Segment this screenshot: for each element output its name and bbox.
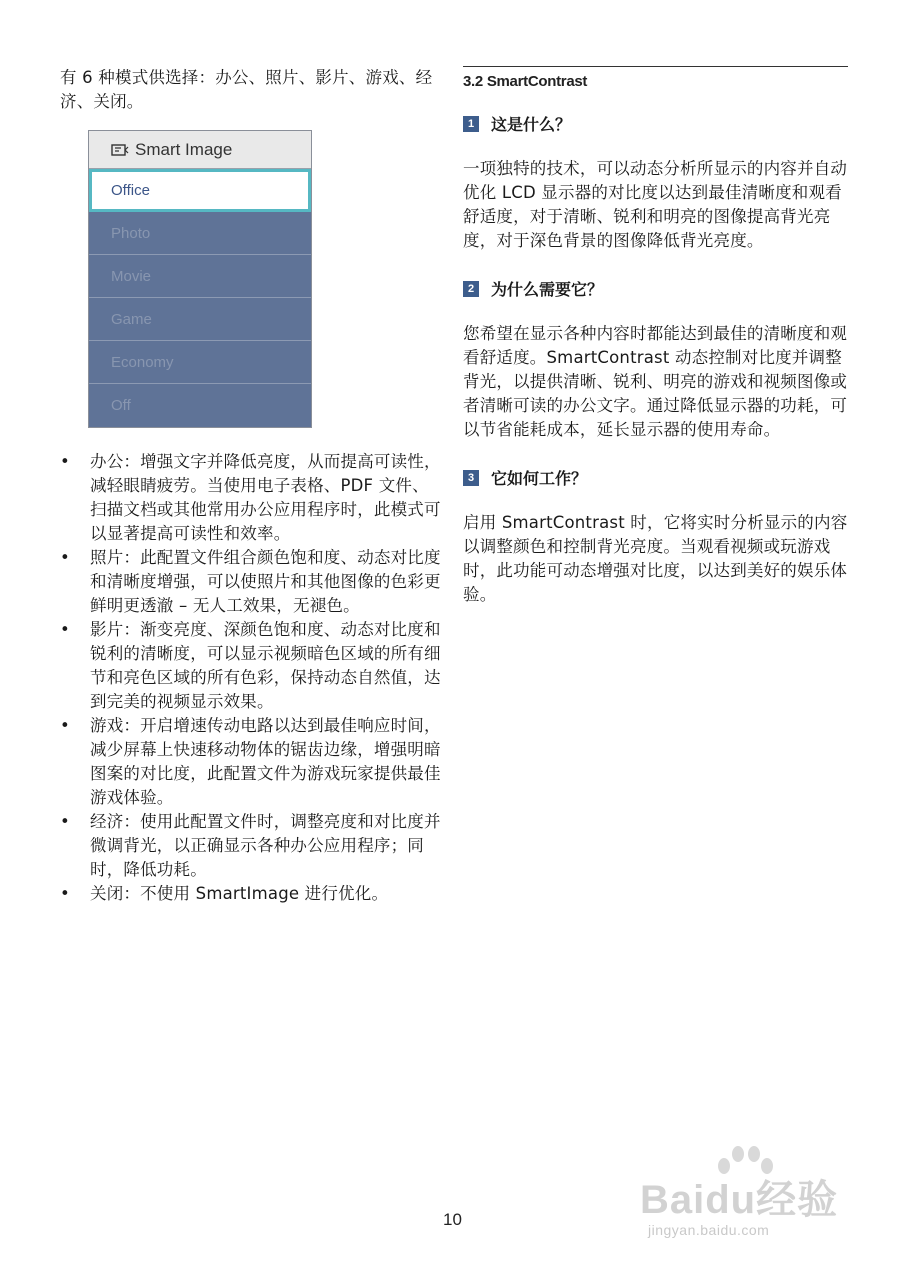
list-item <box>60 810 445 882</box>
menu-item-off[interactable]: Off <box>111 397 131 414</box>
smart-image-menu-header <box>89 131 311 169</box>
menu-item-office[interactable]: Office <box>89 169 311 212</box>
number-badge: 3 <box>463 470 479 486</box>
list-item <box>60 714 445 810</box>
watermark-url: jingyan.baidu.com <box>648 1222 770 1238</box>
question-title: 为什么需要它？ <box>491 280 604 299</box>
number-badge: 1 <box>463 116 479 132</box>
question-block-1 <box>463 112 848 253</box>
smart-image-menu <box>88 130 312 428</box>
list-item <box>60 546 445 618</box>
question-heading-2 <box>463 277 848 300</box>
bullet-text-off: 关闭：不使用 SmartImage 进行优化。 <box>90 884 389 903</box>
bullet-text-photo: 照片：此配置文件组合颜色饱和度、动态对比度和清晰度增强，可以使照片和其他图像的色彩更鲜明更透澈 – 无人工效果，无褪色。 <box>90 548 441 615</box>
right-column <box>463 66 848 631</box>
page-number: 10 <box>443 1210 462 1229</box>
list-item <box>60 882 445 906</box>
list-item <box>60 450 445 546</box>
bullet-text-game: 游戏：开启增速传动电路以达到最佳响应时间，减少屏幕上快速移动物体的锯齿边缘，增强明暗图案的对比度，此配置文件为游戏玩家提供最佳游戏体验。 <box>90 716 441 807</box>
baidu-watermark <box>640 1150 870 1250</box>
menu-item-photo[interactable]: Photo <box>89 212 311 255</box>
bullet-marker: • <box>60 452 70 471</box>
watermark-logo: Baidu经验 <box>640 1178 839 1222</box>
question-block-3 <box>463 466 848 607</box>
question-heading-1 <box>463 112 848 135</box>
bullet-marker: • <box>60 620 70 639</box>
bullet-text-office: 办公：增强文字并降低亮度，从而提高可读性，减轻眼睛疲劳。当使用电子表格、PDF 文件、扫描文档或其他常用办公应用程序时，此模式可以显著提高可读性和效率。 <box>90 452 441 543</box>
menu-item-economy[interactable]: Economy <box>89 341 311 384</box>
smart-image-icon <box>111 143 129 157</box>
left-column <box>60 66 445 906</box>
answer-text: 一项独特的技术，可以动态分析所显示的内容并自动优化 LCD 显示器的对比度以达到最佳清晰度和观看舒适度，对于清晰、锐利和明亮的图像提高背光亮度，对于深色背景的图像降低背光亮度。 <box>463 159 848 250</box>
smart-image-menu-title: Smart Image <box>135 139 233 159</box>
section-title: 3.2 SmartContrast <box>463 66 848 90</box>
list-item <box>60 618 445 714</box>
intro-text: 有 6 种模式供选择：办公、照片、影片、游戏、经济、关闭。 <box>60 68 433 111</box>
bullet-marker: • <box>60 716 70 735</box>
question-heading-3 <box>463 466 848 489</box>
bullet-text-economy: 经济：使用此配置文件时，调整亮度和对比度并微调背光，以正确显示各种办公应用程序；同时，降低功耗。 <box>90 812 441 879</box>
bullet-marker: • <box>60 812 70 831</box>
bullet-text-movie: 影片：渐变亮度、深颜色饱和度、动态对比度和锐利的清晰度，可以显示视频暗色区域的所有细节和亮色区域的所有色彩，保持动态自然值，达到完美的视频显示效果。 <box>90 620 441 711</box>
question-title: 它如何工作？ <box>491 469 588 488</box>
bullet-marker: • <box>60 884 70 903</box>
answer-text: 启用 SmartContrast 时，它将实时分析显示的内容以调整颜色和控制背光亮度。当观看视频或玩游戏时，此功能可动态增强对比度，以达到美好的娱乐体验。 <box>463 513 848 604</box>
mode-description-list <box>60 450 445 906</box>
question-title: 这是什么？ <box>491 115 572 134</box>
menu-item-game[interactable]: Game <box>89 298 311 341</box>
number-badge: 2 <box>463 281 479 297</box>
answer-text: 您希望在显示各种内容时都能达到最佳的清晰度和观看舒适度。SmartContrast 动态控制对比度并调整背光，以提供清晰、锐利、明亮的游戏和视频图像或者清晰可读的办公文字。通过降低显示器的功耗，可以节省能耗成本，延长显示器的使用寿命。 <box>463 324 848 439</box>
question-block-2 <box>463 277 848 442</box>
bullet-marker: • <box>60 548 70 567</box>
menu-item-movie[interactable]: Movie <box>89 255 311 298</box>
